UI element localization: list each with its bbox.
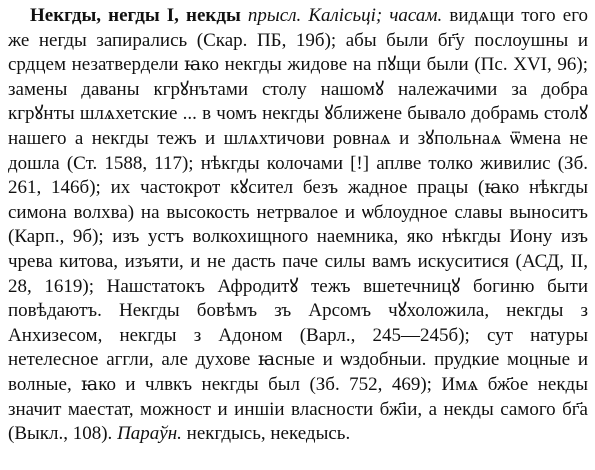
entry-see-also-text: некгдысь, некедысь. [186,423,351,445]
entry-headword: Некгды, негды I, некды [30,5,241,26]
entry-see-also-label: Параўн. [117,423,182,445]
dictionary-entry [8,4,588,447]
entry-gloss: Калісьці; часам. [308,5,443,26]
entry-grammar-label: прысл. [247,5,302,26]
entry-citations: видѧщи того его же негды запирались (Скар. ПБ, 19б); абы были бг҃у послоушны и срдцем незатвердели ꙗко некгды жидове на пꙋщи были (Пс. XVI, 96); замены даваны кгрꙋнътами столу нашомꙋ належачими за добра кгрꙋнты шлѧхетские ... в чомъ некгды ꙋближене бывало добрамь столꙋ нашего а некгды тежъ и шлѧхтичови ровнаѧ и зꙋпольнаѧ ѿмена не дошла (Ст. 1588, 117); нѣкгды колочами [!] аплве толко живилис (Зб. 261, 146б); их частокрот кꙋсител безъ жадное працы (ꙗко нѣкгды симона волхва) на высокость нетрвалое и ѡблоудное славы выноситъ (Карп., 9б); изъ устъ волкохищного наемника, яко нѣкгды Иону изъ чрева китова, изъяти, и не дасть паче силы вамъ искуситися (АСД, II, 28, 1619); Нашстатокъ Афродитꙋ тежъ вшетечницꙋ богиню быти повѣдаютъ. Некгды бовѣмъ зъ Арсомъ чꙋхоложила, некгды з Анхизесом, некгды з Адоном (Варл., 245—245б); сут натуры нетелесное аггли, але духове ꙗсные и ѡздобныи. прудкие моцные и волные, ꙗко и члвкъ некгды был (Зб. 752, 469); Имѧ бж҃ое некды значит маестат, можност и иншіи власности бж҃іи, а некды самого бг҃а (Выкл., 108). [8,5,589,445]
